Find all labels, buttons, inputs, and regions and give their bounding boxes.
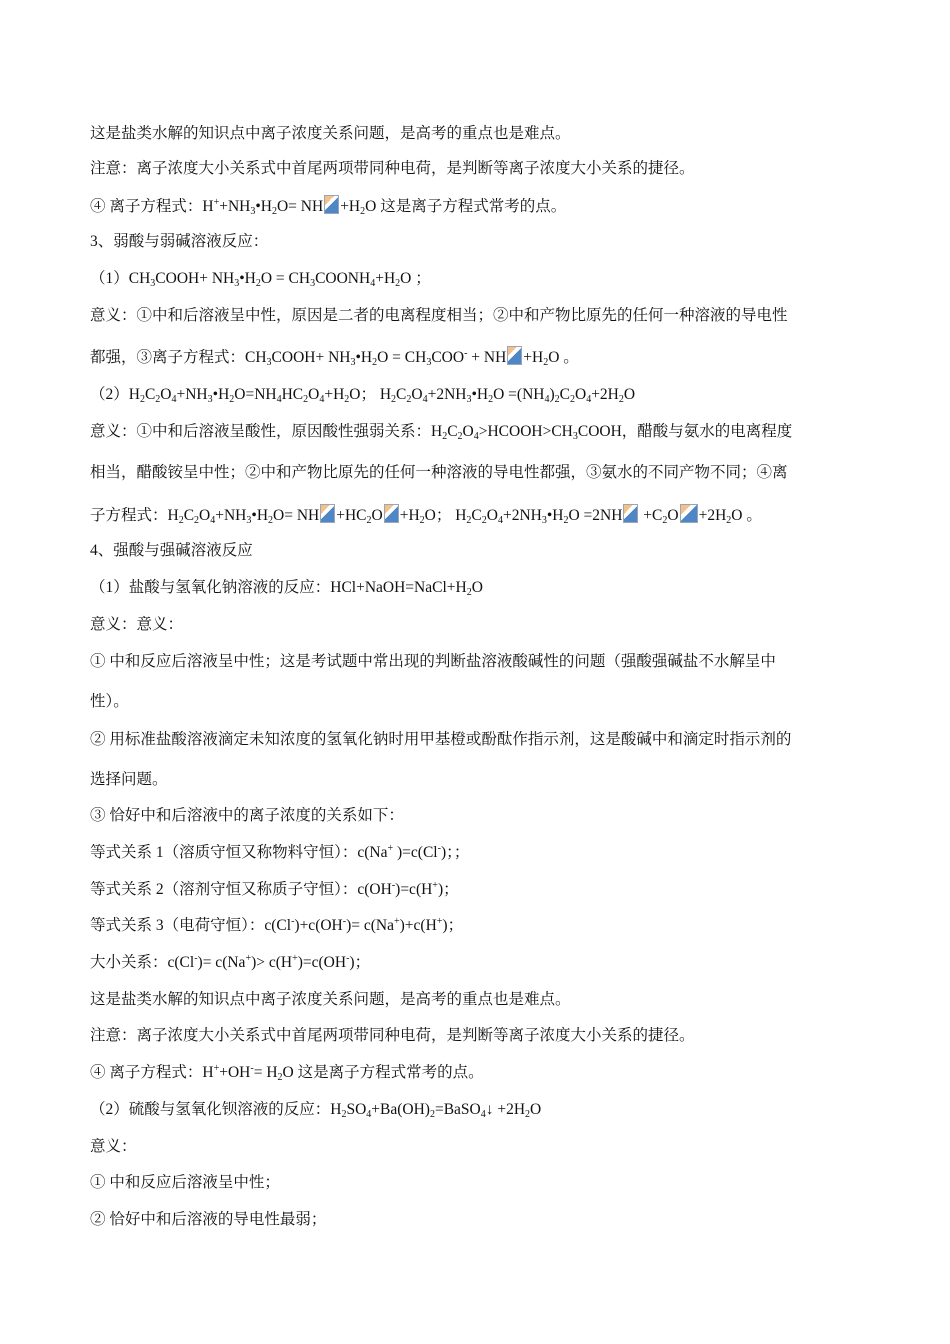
equation-line: 大小关系：c(Cl-)= c(Na+)> c(H+)=c(OH-)； bbox=[90, 953, 371, 971]
section-heading: 4、强酸与强碱溶液反应 bbox=[90, 542, 253, 559]
paragraph: 这是盐类水解的知识点中离子浓度关系问题，是高考的重点也是难点。 bbox=[90, 125, 571, 142]
paragraph: 意义：①中和后溶液呈中性，原因是二者的电离程度相当；②中和产物比原先的任何一种溶液的导电性 bbox=[90, 307, 788, 324]
formula-image-icon bbox=[320, 504, 335, 523]
paragraph: ① 中和反应后溶液呈中性； bbox=[90, 1174, 280, 1191]
equation-line: 等式关系 2（溶剂守恒又称质子守恒）：c(OH-)=c(H+)； bbox=[90, 880, 459, 898]
formula-image-icon bbox=[384, 504, 399, 523]
equation-line: $(2)H_2C_2O_4+NH_3•H_2O=NH_4HC_2O_4+H_2O$； $H_2C_2O_4+2NH_3•H_2O =(NH_4)_2C_2O_4+2H_2O$ bbox=[90, 386, 636, 405]
paragraph: ① 中和反应后溶液呈中性；这是考试题中常出现的判断盐溶液酸碱性的问题（强酸强碱盐不水解呈中 bbox=[90, 653, 776, 670]
equation-line: $(1)CH_3COOH+$ $NH_3•H_2O$ = $CH_3COONH_4+H_2O$ ； bbox=[90, 270, 431, 289]
equation-line: 子方程式：$H_2C_2O_4+NH_3•H_2O=$ NH $+HC_2O +H_2O$； $H_2C_2O_4+2NH_3•H_2O =2NH +C_2O +2H_2O$ 。 bbox=[90, 504, 762, 526]
paragraph: ② 用标准盐酸溶液滴定未知浓度的氢氧化钠时用甲基橙或酚酞作指示剂，这是酸碱中和滴定时指示剂的 bbox=[90, 731, 792, 748]
equation-line: （2）硫酸与氢氧化钡溶液的反应：$H_2SO_4+Ba(OH)_2=BaSO_4↓ +2H_2O$ bbox=[90, 1101, 542, 1120]
paragraph: 注意：离子浓度大小关系式中首尾两项带同种电荷，是判断等离子浓度大小关系的捷径。 bbox=[90, 1027, 695, 1044]
equation-line: 等式关系 1（溶质守恒又称物料守恒）：c(Na+ )=c(Cl-)；； bbox=[90, 843, 470, 861]
paragraph: 选择问题。 bbox=[90, 771, 168, 788]
paragraph: ② 恰好中和后溶液的导电性最弱； bbox=[90, 1211, 327, 1228]
formula-image-icon bbox=[623, 504, 638, 523]
formula-image-icon bbox=[507, 346, 522, 365]
paragraph: 相当，醋酸铵呈中性；②中和产物比原先的任何一种溶液的导电性都强，③氨水的不同产物不同；④离 bbox=[90, 464, 788, 481]
paragraph: 意义： bbox=[90, 1138, 137, 1155]
paragraph: ③ 恰好中和后溶液中的离子浓度的关系如下： bbox=[90, 807, 404, 824]
equation-line: （1）盐酸与氢氧化钠溶液的反应：$HCl+NaOH=NaCl+H_2O$ bbox=[90, 579, 483, 598]
paragraph: 性）。 bbox=[90, 693, 129, 710]
paragraph: 注意：离子浓度大小关系式中首尾两项带同种电荷，是判断等离子浓度大小关系的捷径。 bbox=[90, 160, 695, 177]
paragraph: 意义：①中和后溶液呈酸性，原因酸性强弱关系：$H_2C_2O_4>HCOOH>CH_3COOH$，醋酸与氨水的电离程度 bbox=[90, 423, 793, 442]
paragraph: 这是盐类水解的知识点中离子浓度关系问题，是高考的重点也是难点。 bbox=[90, 991, 571, 1008]
formula-image-icon bbox=[324, 195, 339, 214]
section-heading: 3、弱酸与弱碱溶液反应： bbox=[90, 233, 269, 250]
equation-line: 都强，③离子方程式：$CH_3COOH+$ $NH_3•H_2O = CH_3COO^-$ + NH $+H_2O$ 。 bbox=[90, 348, 579, 368]
formula-image-icon bbox=[680, 504, 698, 523]
equation-line: ④ 离子方程式：$H^++OH^-= H_2O$ 这是离子方程式常考的点。 bbox=[90, 1063, 484, 1083]
equation-line: ④ 离子方程式：$H^++NH_3•H_2O=$ NH $+H_2O$ 这是离子方程式常考的点。 bbox=[90, 197, 567, 217]
equation-line: 等式关系 3（电荷守恒）：c(Cl-)+c(OH-)= c(Na+)+c(H+)； bbox=[90, 916, 464, 934]
paragraph: 意义：意义： bbox=[90, 616, 184, 633]
